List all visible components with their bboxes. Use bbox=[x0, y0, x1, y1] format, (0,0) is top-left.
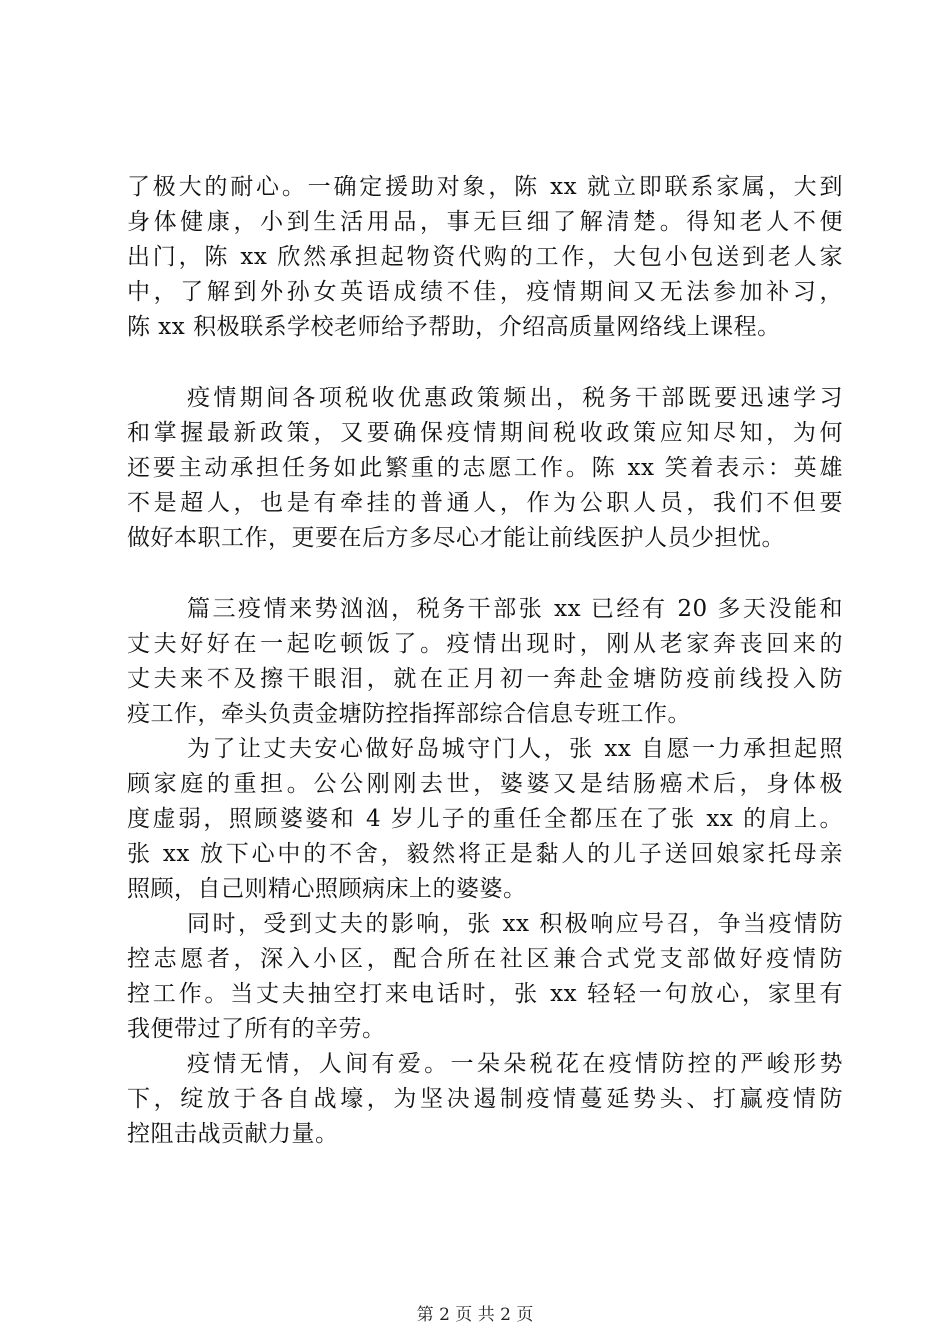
paragraph-4 bbox=[127, 732, 843, 907]
paragraph-gap bbox=[127, 556, 843, 592]
paragraph-line: 疫工作，牵头负责金塘防控指挥部综合信息专班工作。 bbox=[127, 701, 691, 727]
paragraph-line: 丈夫好好在一起吃顿饭了。疫情出现时，刚从老家奔丧回来的 bbox=[127, 631, 843, 657]
paragraph-line: 了极大的耐心。一确定援助对象，陈 xx 就立即联系家属，大到 bbox=[127, 174, 843, 200]
paragraph-line: 中，了解到外孙女英语成绩不佳，疫情期间又无法参加补习， bbox=[127, 279, 843, 305]
paragraph-line: 陈 xx 积极联系学校老师给予帮助，介绍高质量网络线上课程。 bbox=[127, 314, 781, 340]
paragraph-line: 出门，陈 xx 欣然承担起物资代购的工作，大包小包送到老人家 bbox=[127, 244, 843, 270]
paragraph-gap bbox=[127, 345, 843, 381]
paragraph-line: 顾家庭的重担。公公刚刚去世，婆婆又是结肠癌术后，身体极 bbox=[127, 771, 843, 797]
paragraph-line: 和掌握最新政策，又要确保疫情期间税收政策应知尽知，为何 bbox=[127, 420, 843, 446]
page-footer: 第 2 页 共 2 页 bbox=[416, 1305, 534, 1325]
paragraph-line: 为了让丈夫安心做好岛城守门人，张 xx 自愿一力承担起照 bbox=[187, 736, 843, 762]
paragraph-line: 篇三疫情来势汹汹，税务干部张 xx 已经有 20 多天没能和 bbox=[187, 596, 844, 622]
paragraph-line: 疫情无情，人间有爱。一朵朵税花在疫情防控的严峻形势 bbox=[187, 1051, 843, 1077]
paragraph-line: 身体健康，小到生活用品，事无巨细了解清楚。得知老人不便 bbox=[127, 209, 843, 235]
paragraph-line: 我便带过了所有的辛劳。 bbox=[127, 1016, 386, 1042]
paragraph-3 bbox=[127, 592, 843, 732]
paragraph-line: 同时，受到丈夫的影响，张 xx 积极响应号召，争当疫情防 bbox=[187, 911, 843, 937]
paragraph-line: 不是超人，也是有牵挂的普通人，作为公职人员，我们不但要 bbox=[127, 490, 843, 516]
paragraph-line: 控工作。当丈夫抽空打来电话时，张 xx 轻轻一句放心，家里有 bbox=[127, 981, 843, 1007]
paragraph-line: 做好本职工作，更要在后方多尽心才能让前线医护人员少担忧。 bbox=[127, 525, 785, 551]
paragraph-line: 控阻击战贡献力量。 bbox=[127, 1121, 339, 1147]
paragraph-1 bbox=[127, 170, 843, 345]
paragraph-line: 下，绽放于各自战壕，为坚决遏制疫情蔓延势头、打赢疫情防 bbox=[127, 1086, 843, 1112]
paragraph-6 bbox=[127, 1047, 843, 1152]
paragraph-line: 控志愿者，深入小区，配合所在社区兼合式党支部做好疫情防 bbox=[127, 946, 843, 972]
paragraph-line: 照顾，自己则精心照顾病床上的婆婆。 bbox=[127, 876, 527, 902]
paragraph-line: 还要主动承担任务如此繁重的志愿工作。陈 xx 笑着表示：英雄 bbox=[127, 455, 843, 481]
paragraph-line: 张 xx 放下心中的不舍，毅然将正是黏人的儿子送回娘家托母亲 bbox=[127, 841, 843, 867]
document-body bbox=[127, 170, 843, 1152]
paragraph-2 bbox=[127, 381, 843, 556]
paragraph-line: 疫情期间各项税收优惠政策频出，税务干部既要迅速学习 bbox=[187, 385, 843, 411]
paragraph-line: 度虚弱，照顾婆婆和 4 岁儿子的重任全都压在了张 xx 的肩上。 bbox=[127, 806, 843, 832]
paragraph-line: 丈夫来不及擦干眼泪，就在正月初一奔赴金塘防疫前线投入防 bbox=[127, 666, 843, 692]
paragraph-5 bbox=[127, 907, 843, 1047]
